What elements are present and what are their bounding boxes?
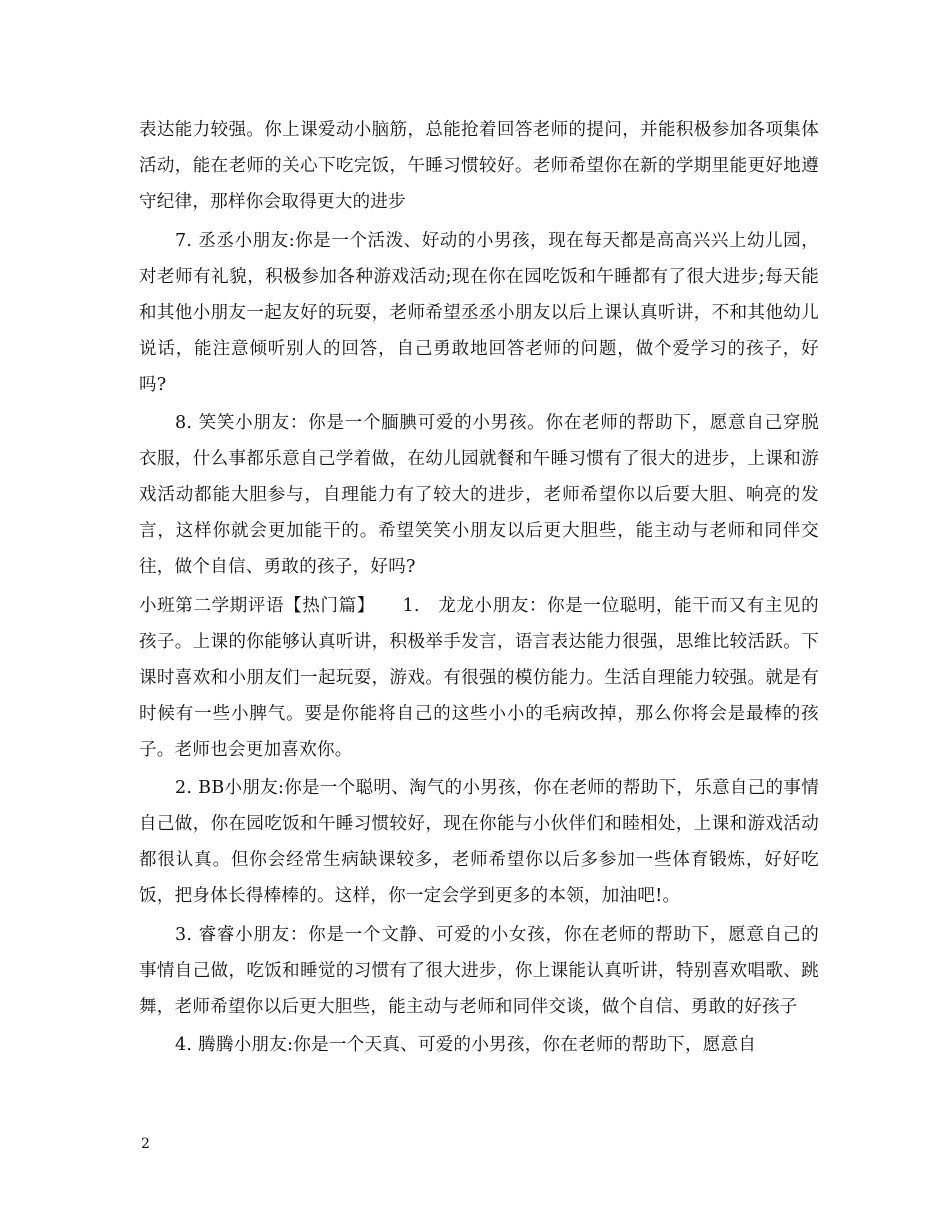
paragraph: 小班第二学期评语【热门篇】 1. 龙龙小朋友：你是一位聪明，能干而又有主见的孩子。上课的你能够认真听讲，积极举手发言，语言表达能力很强，思维比较活跃。下课时喜欢和小朋友们一起玩耍，游戏。有很强的模仿能力。生活自理能力较强。就是有时候有一些小脾气。要是你能将自己的这些小小的毛病改掉，那么你将会是最棒的孩子。老师也会更加喜欢你。 — [139, 595, 819, 760]
paragraph: 7. 丞丞小朋友:你是一个活泼、好动的小男孩，现在每天都是高高兴兴上幼儿园，对老师有礼貌，积极参加各种游戏活动;现在你在园吃饭和午睡都有了很大进步;每天能和其他小朋友一起友好的玩耍，老师希望丞丞小朋友以后上课认真听讲，不和其他幼儿说话，能注意倾听别人的回答，自己勇敢地回答老师的问题，做个爱学习的孩子，好吗? — [139, 230, 819, 395]
paragraph: 2. BB小朋友:你是一个聪明、淘气的小男孩，你在老师的帮助下，乐意自己的事情自己做，你在园吃饭和午睡习惯较好，现在你能与小伙伴们和睦相处，上课和游戏活动都很认真。但你会经常生病缺课较多，老师希望你以后多参加一些体育锻炼，好好吃饭，把身体长得棒棒的。这样，你一定会学到更多的本领，加油吧!。 — [139, 778, 819, 906]
document-body — [139, 112, 819, 1066]
paragraph: 表达能力较强。你上课爱动小脑筋，总能抢着回答老师的提问，并能积极参加各项集体活动，能在老师的关心下吃完饭，午睡习惯较好。老师希望你在新的学期里能更好地遵守纪律，那样你会取得更大的进步 — [139, 120, 819, 212]
paragraph: 4. 腾腾小朋友:你是一个天真、可爱的小男孩，你在老师的帮助下，愿意自 — [175, 1035, 757, 1055]
paragraph: 8. 笑笑小朋友：你是一个腼腆可爱的小男孩。你在老师的帮助下，愿意自己穿脱衣服，什么事都乐意自己学着做，在幼儿园就餐和午睡习惯有了很大的进步，上课和游戏活动都能大胆参与，自理能力有了较大的进步，老师希望你以后要大胆、响亮的发言，这样你就会更加能干的。希望笑笑小朋友以后更大胆些，能主动与老师和同伴交往，做个自信、勇敢的孩子，好吗? — [139, 413, 819, 577]
paragraph: 3. 睿睿小朋友：你是一个文静、可爱的小女孩，你在老师的帮助下，愿意自己的事情自己做，吃饭和睡觉的习惯有了很大进步，你上课能认真听讲，特别喜欢唱歌、跳舞，老师希望你以后更大胆些，能主动与老师和同伴交谈，做个自信、勇敢的好孩子 — [139, 924, 819, 1017]
page-number: 2 — [141, 1136, 150, 1152]
